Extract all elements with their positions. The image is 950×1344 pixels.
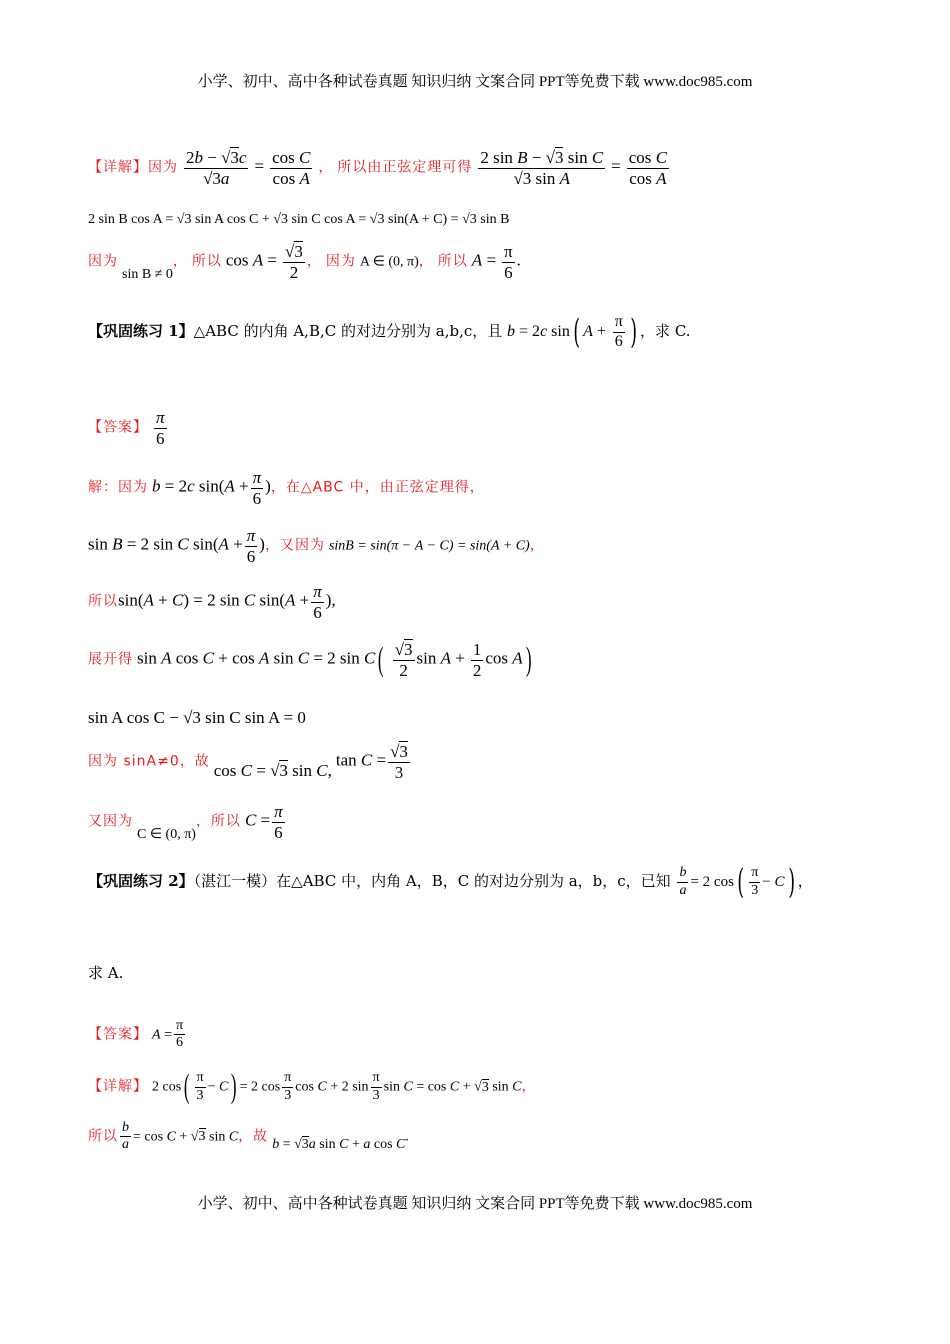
fraction-2: $\frac{\text{cos C}}{\text{cos A}}$: [272, 148, 311, 188]
exercise-tail: ，: [797, 872, 813, 890]
detail-tag: 【详解】: [88, 159, 148, 176]
answer2-detail-1: 【详解】 2 cos( $\frac{\pi}{3}$ − C) = 2 cos $\frac{\pi}{3}$ cos C + 2 sin $\frac{\pi}{3}$ sin C = cos C + √3 sin C，: [88, 1068, 537, 1105]
answer1-line-5: sin A cos C − √3 sin C sin A = 0: [88, 708, 306, 727]
because-label: 解：因为: [88, 479, 148, 496]
therefore-label: ，故: [238, 1128, 269, 1145]
so-label: 所以: [88, 1128, 118, 1145]
answer-tag: 【答案】: [88, 1026, 148, 1043]
page-footer: 小学、初中、高中各种试卷真题 知识归纳 文案合同 PPT等免费下载 www.doc985.com: [197, 1196, 753, 1212]
answer1-line-2: sin B = 2 sin C sin(A + $\frac{\pi}{6}$ )，又因为 sinB = sin(π − A − C) = sin(A + C)，: [88, 526, 545, 566]
because-label: 因为 sinA≠0，故: [88, 753, 210, 770]
comma: ，: [529, 537, 545, 554]
exercise-stem: （湛江一模）在△ABC 中，内角 A，B，C 的对边分别为 a，b，c，已知: [193, 872, 671, 890]
because-label: 因为: [148, 159, 178, 176]
answer-2: 【答案】 A = $\frac{\pi}{6}$: [88, 1018, 184, 1051]
answer1-line-3: 所以sin(A + C) = 2 sin C sin(A + $\frac{\pi}{6}$ ),: [88, 582, 336, 622]
exercise-2-line-2: 求 A.: [88, 964, 124, 982]
sine-rule-text: ，在△ABC 中，由正弦定理得，: [270, 479, 485, 496]
so-label: 所以: [437, 253, 468, 270]
comma: ，: [306, 253, 322, 270]
comma: ，: [418, 253, 434, 270]
so-label: 所以: [191, 253, 222, 270]
interval-A: A ∈ (0, π): [359, 254, 419, 270]
expand-label: 展开得: [88, 651, 133, 668]
detail-line-3: 因为 sin B ≠ 0， 所以 cos A = $\frac{√3}{2}$ ， 因为 A ∈ (0, π)， 所以 A = $\frac{\pi}{6}$ .: [88, 242, 521, 282]
fraction-4: $\frac{\text{cos C}}{\text{cos A}}$: [628, 148, 668, 188]
detail-tag: 【详解】: [88, 1078, 148, 1095]
comma: ，: [318, 159, 334, 176]
also-because-label: ，又因为: [264, 537, 325, 554]
period: .: [405, 1129, 409, 1145]
comma: ，: [172, 253, 188, 270]
answer2-detail-2: 所以 $\frac{b}{a}$ = cos C + √3 sin C，故 b = √3a sin C + a cos C.: [88, 1120, 409, 1153]
answer1-line-7: 又因为 C ∈ (0, π)，所以 C = $\frac{\pi}{6}$: [88, 802, 283, 842]
exercise-stem: △ABC 的内角 A,B,C 的对边分别为 a,b,c，且: [193, 322, 503, 340]
fraction-pi-6: $\frac{\pi}{6}$: [504, 242, 513, 282]
sinB-condition: sin B ≠ 0: [122, 266, 173, 282]
fraction-1: $\frac{2b - √3c}{√3a}$: [186, 148, 247, 188]
exercise-2: 【巩固练习 2】（湛江一模）在△ABC 中，内角 A，B，C 的对边分别为 a，b，c，已知 $\frac{b}{a}$ = 2 cos( $\frac{\pi}{3}$ − C) ，: [88, 862, 813, 902]
because-label: 因为: [325, 253, 356, 270]
exercise-1: 【巩固练习 1】△ABC 的内角 A,B,C 的对边分别为 a,b,c，且 b = 2c sin( A + $\frac{\pi}{6}$ ) ，求 C.: [88, 312, 691, 352]
answer1-line-1: 解：因为 b = 2c sin(A + $\frac{\pi}{6}$ )，在△ABC 中，由正弦定理得，: [88, 468, 485, 508]
also-because-label: 又因为: [88, 813, 133, 830]
fraction-3: $\frac{\text{2 sin B − √3 sin C}}{\text{√3 sin A}}$: [480, 148, 604, 188]
because-label: 因为: [88, 253, 118, 270]
answer1-line-4: 展开得 sin A cos C + cos A sin C = 2 sin C( $\frac{√3}{2}$ sin A + $\frac{1}{2}$ cos A): [88, 640, 532, 680]
answer-1: 【答案】 $\frac{\pi}{6}$: [88, 408, 165, 448]
detail-line-1: 【详解】因为 $\frac{2b - √3c}{√3a}$ = $\frac{\text{cos C}}{\text{cos A}}$ ， 所以由正弦定理可得 $\frac{\text{2 sin B − √3 sin C}}{\text{√3 sin A}}$ = $\frac{\text{cos C}}{\text{cos A}}$: [88, 148, 668, 188]
sinB-identity: sinB = sin(π − A − C) = sin(A + C): [328, 538, 530, 554]
so-label: 所以: [88, 593, 118, 610]
answer1-line-6: 因为 sinA≠0，故 cos C = √3 sin C, tan C = $\frac{√3}{3}$: [88, 742, 408, 782]
fraction-sqrt3-2: $\frac{√3}{2}$: [285, 242, 303, 282]
interval-C: C ∈ (0, π): [137, 826, 196, 842]
sine-rule-label: 所以由正弦定理可得: [337, 159, 473, 176]
exercise-title: 【巩固练习 2】: [88, 872, 194, 890]
exercise-tail: ，求 C.: [640, 322, 691, 340]
so-label: ，所以: [195, 813, 241, 830]
detail-line-2: 2 sin B cos A = √3 sin A cos C + √3 sin C cos A = √3 sin(A + C) = √3 sin B: [88, 212, 510, 227]
comma: ，: [521, 1078, 537, 1095]
exercise-title: 【巩固练习 1】: [88, 322, 194, 340]
page-header: 小学、初中、高中各种试卷真题 知识归纳 文案合同 PPT等免费下载 www.doc985.com: [197, 74, 753, 90]
answer-tag: 【答案】: [88, 419, 148, 436]
